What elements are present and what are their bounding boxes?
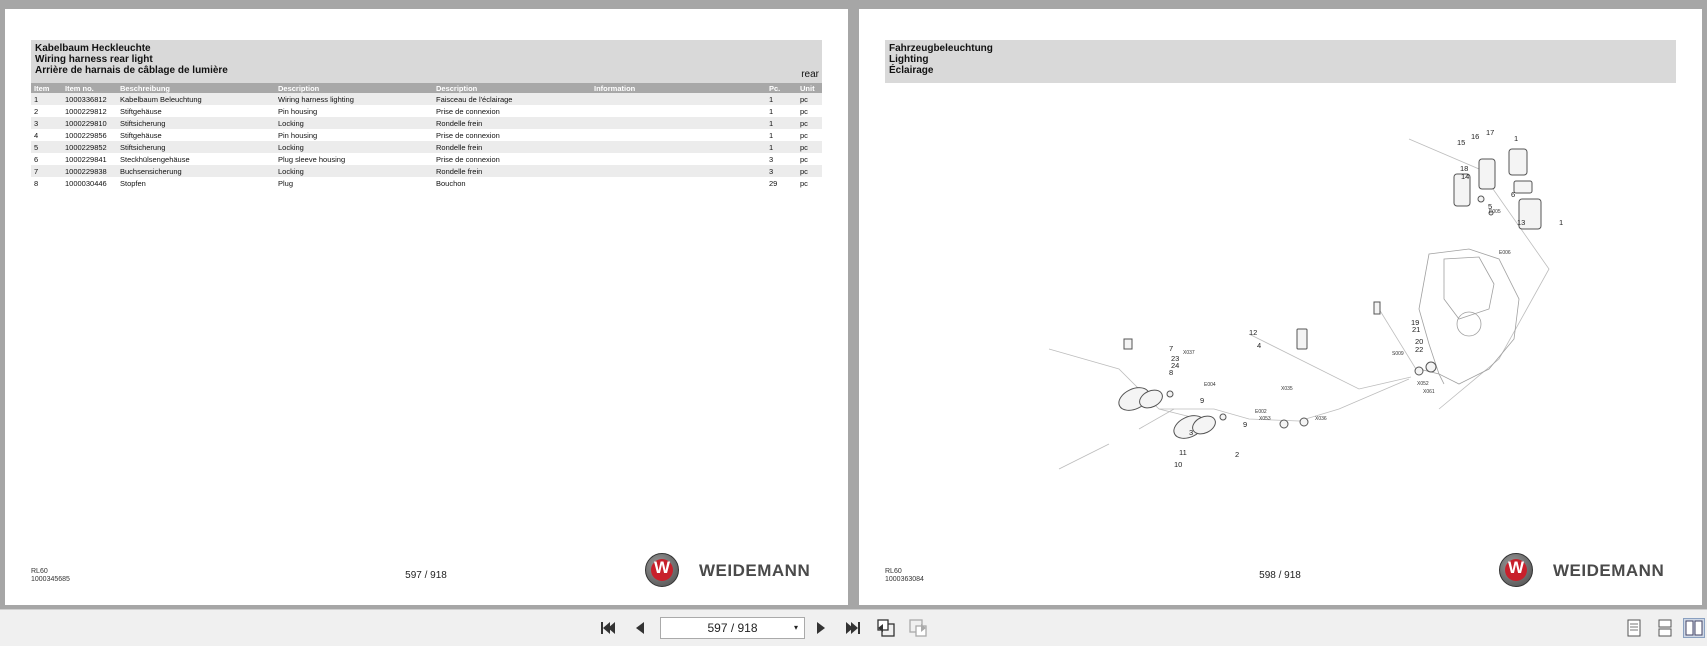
table-cell: Faisceau de l'éclairage (433, 93, 591, 105)
go-forward-icon (908, 619, 928, 637)
table-cell: Locking (275, 117, 433, 129)
table-row (31, 165, 822, 177)
connector-label: S009 (1392, 351, 1404, 357)
table-cell: 1000229841 (65, 154, 107, 164)
title-en: Wiring harness rear light (35, 54, 153, 65)
logo-letter: W (1507, 558, 1525, 577)
table-cell: 1000030446 (65, 178, 107, 188)
continuous-view-button[interactable] (1654, 618, 1676, 638)
table-cell: 1 (766, 93, 797, 105)
callout-number: 21 (1412, 325, 1421, 334)
table-cell: 29 (769, 178, 778, 188)
table-cell: Locking (275, 165, 433, 177)
connector-label: E004 (1204, 382, 1216, 388)
table-cell: 8 (34, 178, 39, 188)
table-cell: Steckhülsengehäuse (120, 154, 190, 164)
callout-number: 1 (1559, 218, 1564, 227)
connector-label: E002 (1255, 409, 1267, 415)
column-header: Beschreibung (117, 83, 275, 93)
single-page-view-button[interactable] (1623, 618, 1645, 638)
callout-number: 2 (1235, 450, 1240, 459)
table-row (31, 141, 822, 153)
table-cell: Prise de connexion (436, 154, 500, 164)
table-cell: Stiftgehäuse (120, 130, 162, 140)
title-en: Lighting (889, 54, 929, 65)
diagram-leader-lines (1049, 139, 1549, 469)
connector-label: X052 (1417, 381, 1429, 387)
connector-label: X037 (1183, 350, 1195, 356)
table-cell: 3 (769, 154, 774, 164)
previous-page-button[interactable] (629, 618, 651, 638)
left-page (5, 9, 848, 605)
table-cell: 1 (766, 141, 797, 153)
table-cell (591, 177, 766, 189)
table-cell: Wiring harness lighting (275, 93, 433, 105)
table-cell: pc (800, 130, 808, 140)
column-header: Information (591, 83, 766, 93)
table-cell: pc (800, 178, 808, 188)
logo-mark-icon (645, 553, 679, 587)
doc-number: 1000363084 (885, 576, 924, 583)
right-page-header (885, 40, 1676, 83)
right-page-number: 598 / 918 (1259, 570, 1301, 581)
left-footer-model (31, 568, 70, 584)
table-cell: 1 (766, 117, 797, 129)
right-page (859, 9, 1702, 605)
callout-number: 16 (1471, 132, 1480, 141)
table-cell (591, 165, 766, 177)
callout-number: 18 (1460, 164, 1469, 173)
table-row (31, 93, 822, 105)
table-cell: 1000229852 (62, 141, 117, 153)
continuous-page-icon (1657, 619, 1673, 637)
table-cell (591, 93, 766, 105)
table-cell: Rondelle frein (433, 117, 591, 129)
table-cell: Stopfen (120, 178, 146, 188)
last-page-icon (845, 621, 861, 635)
connector-label: E005 (1489, 209, 1501, 215)
table-cell: Kabelbaum Beleuchtung (117, 93, 275, 105)
table-cell: Plug sleeve housing (278, 154, 346, 164)
table-body (31, 93, 822, 189)
table-row (31, 177, 822, 189)
callout-number: 22 (1415, 345, 1424, 354)
connector-label: E006 (1499, 250, 1511, 256)
lighting-exploded-diagram (999, 109, 1619, 509)
table-cell: 1000229810 (62, 117, 117, 129)
model: RL60 (885, 568, 902, 575)
callout-number: 17 (1486, 128, 1495, 137)
table-cell: Rondelle frein (433, 165, 591, 177)
first-page-icon (600, 621, 616, 635)
table-cell: pc (797, 141, 822, 153)
table-cell: 3 (31, 117, 62, 129)
table-cell: Locking (275, 141, 433, 153)
table-cell (591, 141, 766, 153)
next-page-icon (815, 621, 827, 635)
column-header: Unit (797, 83, 822, 93)
table-cell: Plug (278, 178, 294, 188)
right-footer-model (885, 568, 924, 584)
table-cell: 5 (31, 141, 62, 153)
table-cell: 6 (34, 154, 39, 164)
chevron-down-icon[interactable]: ▾ (793, 623, 798, 632)
table-cell: Rondelle frein (433, 141, 591, 153)
table-cell: 1 (769, 130, 774, 140)
table-cell (591, 105, 766, 117)
brand-name: WEIDEMANN (699, 561, 811, 580)
last-page-button[interactable] (842, 618, 864, 638)
weidemann-logo (645, 552, 825, 588)
previous-page-icon (634, 621, 646, 635)
two-page-icon (1685, 620, 1703, 636)
table-cell (591, 129, 766, 141)
callout-number: 12 (1249, 328, 1258, 337)
callout-number: 9 (1200, 396, 1205, 405)
position-label: rear (801, 69, 819, 80)
left-page-number: 597 / 918 (405, 570, 447, 581)
table-cell: 1000229838 (62, 165, 117, 177)
logo-mark-icon (1499, 553, 1533, 587)
callout-number: 24 (1171, 361, 1180, 370)
connector-label: X061 (1423, 389, 1435, 395)
callout-number: 5 (1488, 202, 1493, 211)
callout-number: 7 (1169, 344, 1174, 353)
title-fr: Arrière de harnais de câblage de lumière (35, 65, 228, 76)
callout-number: 1 (1514, 134, 1519, 143)
table-row (31, 129, 822, 141)
table-cell: 3 (766, 165, 797, 177)
table-cell: Prise de connexion (436, 106, 500, 116)
brand-name: WEIDEMANN (1553, 561, 1665, 580)
page-number-input[interactable] (660, 617, 805, 639)
callout-number: 13 (1517, 218, 1526, 227)
callout-number: 19 (1411, 318, 1420, 327)
table-cell: 1000229812 (65, 106, 107, 116)
weidemann-logo (1499, 552, 1679, 588)
callout-number: 15 (1457, 138, 1466, 147)
column-header: Description (433, 83, 591, 93)
rear-light-parts (1454, 149, 1541, 229)
table-row (31, 153, 822, 165)
two-page-view-button[interactable] (1683, 618, 1705, 638)
next-page-button[interactable] (810, 618, 832, 638)
callout-number: 8 (1169, 368, 1174, 377)
doc-number: 1000345685 (31, 576, 70, 583)
table-cell: pc (797, 117, 822, 129)
connector-label: X053 (1259, 416, 1271, 422)
table-header-row (31, 83, 822, 93)
callout-number: 23 (1171, 354, 1180, 363)
go-forward-button[interactable] (907, 618, 929, 638)
title-de: Kabelbaum Heckleuchte (35, 43, 151, 54)
callout-number: 20 (1415, 337, 1424, 346)
column-header: Pc. (766, 83, 797, 93)
callout-number: 14 (1461, 172, 1470, 181)
parts-table (31, 83, 822, 189)
table-cell: Pin housing (278, 130, 318, 140)
callout-number: 3 (1189, 428, 1194, 437)
logo-letter: W (653, 558, 671, 577)
table-cell: Stiftsicherung (117, 117, 275, 129)
column-header: Item (31, 83, 62, 93)
table-cell: pc (797, 165, 822, 177)
table-row (31, 105, 822, 117)
viewer-toolbar (0, 609, 1707, 646)
table-cell: pc (797, 93, 822, 105)
table-cell: pc (800, 154, 808, 164)
single-page-icon (1627, 619, 1641, 637)
column-header: Description (275, 83, 433, 93)
table-row (31, 117, 822, 129)
callout-number: 9 (1243, 420, 1248, 429)
table-cell: 7 (31, 165, 62, 177)
table-cell: 1000336812 (62, 93, 117, 105)
go-back-icon (876, 619, 896, 637)
table-cell: 1 (31, 93, 62, 105)
callout-number: 6 (1511, 190, 1516, 199)
table-cell: Pin housing (278, 106, 318, 116)
title-de: Fahrzeugbeleuchtung (889, 43, 993, 54)
callout-number: 10 (1174, 460, 1183, 469)
table-cell: Buchsensicherung (117, 165, 275, 177)
callout-number: 4 (1257, 341, 1262, 350)
table-cell: 1 (769, 106, 774, 116)
connector-label: X036 (1315, 416, 1327, 422)
table-cell (591, 153, 766, 165)
table-cell: 4 (34, 130, 39, 140)
table-cell: 2 (34, 106, 39, 116)
connector-label: X035 (1281, 386, 1293, 392)
callout-number: 11 (1179, 448, 1187, 457)
table-cell: Stiftsicherung (117, 141, 275, 153)
diagram-callouts (1169, 128, 1563, 469)
left-page-header (31, 40, 822, 83)
go-back-button[interactable] (875, 618, 897, 638)
first-page-button[interactable] (597, 618, 619, 638)
model: RL60 (31, 568, 48, 575)
table-cell (591, 117, 766, 129)
table-cell: 1000229856 (65, 130, 107, 140)
title-fr: Éclairage (889, 65, 934, 76)
table-cell: Prise de connexion (436, 130, 500, 140)
page-number-value: 597 / 918 (707, 621, 758, 635)
table-cell: pc (800, 106, 808, 116)
table-cell: Stiftgehäuse (120, 106, 162, 116)
column-header: Item no. (62, 83, 117, 93)
table-cell: Bouchon (436, 178, 466, 188)
